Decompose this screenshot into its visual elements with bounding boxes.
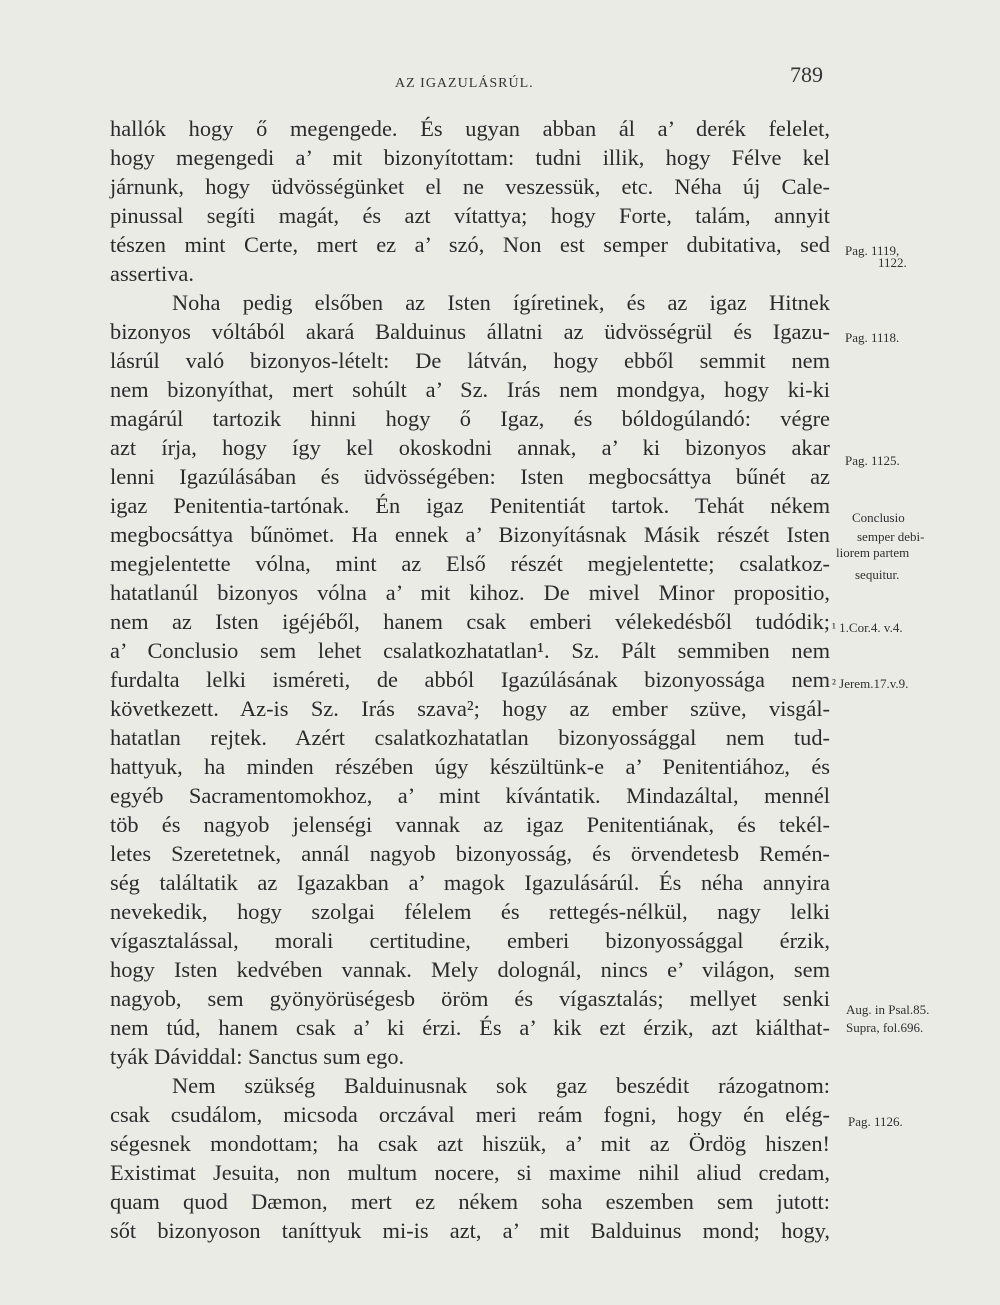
text-line: Existimat Jesuita, non multum nocere, si maxime nihil aliud credam,: [110, 1160, 830, 1185]
margin-note: ² Jerem.17.v.9.: [832, 676, 909, 691]
margin-note: Aug. in Psal.85.: [846, 1002, 930, 1017]
text-line: furdalta lelki isméreti, de abból Igazúlásának bizonyossága nem: [110, 667, 830, 692]
text-line: megjelentette vólna, mint az Első részét megjelentette; csalatkoz-: [110, 551, 830, 576]
text-line: sőt bizonyoson taníttyuk mi-is azt, a’ mit Balduinus mond; hogy,: [110, 1218, 830, 1243]
text-line: nagyob, sem gyönyörüségesb öröm és vígasztalás; mellyet senki: [110, 986, 830, 1011]
body-text: [110, 114, 830, 1245]
text-line: pinussal segíti magát, és azt vítattya; hogy Forte, talám, annyit: [110, 203, 830, 228]
text-line: lenni Igazúlásában és üdvösségében: Isten megbocsáttya bűnét az: [110, 464, 830, 489]
margin-note: 1122.: [878, 255, 907, 270]
text-line: nem bizonyíthat, mert sohúlt a’ Sz. Irás nem mondgya, hogy ki-ki: [110, 377, 830, 402]
text-line: azt írja, hogy így kel okoskodni annak, a’ ki bizonyos akar: [110, 435, 830, 460]
text-line: lásrúl való bizonyos-lételt: De látván, hogy ebből semmit nem: [110, 348, 830, 373]
text-line: következett. Az-is Sz. Irás szava²; hogy az ember szüve, visgál-: [110, 696, 830, 721]
margin-note: liorem partem: [836, 545, 910, 560]
text-line: hatatlan rejtek. Azért csalatkozhatatlan bizonyossággal nem tud-: [110, 725, 830, 750]
text-line: hallók hogy ő megengede. És ugyan abban ál a’ derék felelet,: [110, 116, 830, 141]
text-line: tészen mint Certe, mert ez a’ szó, Non est semper dubitativa, sed: [110, 232, 830, 257]
text-line: nem az Isten igéjéből, hanem csak emberi vélekedésből tudódik;: [110, 609, 830, 634]
margin-note: Pag. 1125.: [845, 453, 900, 468]
text-line: igaz Penitentia-tartónak. Én igaz Penitentiát tartok. Tehát nékem: [110, 493, 830, 518]
text-line: hattyuk, ha minden részében úgy készültünk-e a’ Penitentiához, és: [110, 754, 830, 779]
text-line: assertiva.: [110, 261, 194, 286]
text-line: Nem szükség Balduinusnak sok gaz beszédit rázogatnom:: [172, 1073, 830, 1098]
text-line: letes Szeretetnek, annál nagyob bizonyosság, és örvendetesb Remén-: [110, 841, 830, 866]
text-line: bizonyos vóltából akará Balduinus állatni az üdvösségrül és Igazu-: [110, 319, 830, 344]
text-line: Noha pedig elsőben az Isten ígíretinek, és az igaz Hitnek: [172, 290, 830, 315]
margin-note: Supra, fol.696.: [846, 1020, 924, 1035]
margin-note: Pag. 1119,: [845, 243, 900, 258]
text-line: ségesnek mondottam; ha csak azt hiszük, a’ mit az Ördög hiszen!: [110, 1131, 830, 1156]
text-line: járnunk, hogy üdvösségünket el ne veszessük, etc. Néha új Cale-: [110, 174, 830, 199]
text-line: magárúl tartozik hinni hogy ő Igaz, és bóldogúlandó: végre: [110, 406, 830, 431]
text-line: tyák Dáviddal: Sanctus sum ego.: [110, 1044, 405, 1069]
running-header: AZ IGAZULÁSRÚL.: [395, 76, 534, 91]
margin-note: Pag. 1118.: [845, 330, 900, 345]
text-line: hogy megengedi a’ mit bizonyítottam: tudni illik, hogy Félve kel: [110, 145, 830, 170]
margin-note: sequitur.: [855, 567, 900, 582]
text-line: ség találtatik az Igazakban a’ magok Igazulásárúl. És néha annyira: [110, 870, 830, 895]
text-line: vígasztalással, morali certitudine, emberi bizonyossággal érzik,: [110, 928, 830, 953]
text-line: egyéb Sacramentomokhoz, a’ mint kívántatik. Mindazáltal, mennél: [110, 783, 830, 808]
text-line: csak csudálom, micsoda orczával meri reám fogni, hogy én elég-: [110, 1102, 830, 1127]
margin-note: ¹ 1.Cor.4. v.4.: [832, 620, 903, 635]
text-line: nem túd, hanem csak a’ ki érzi. És a’ kik ezt érzik, azt kiálthat-: [110, 1015, 830, 1040]
text-line: hogy Isten kedvében vannak. Mely dolognál, nincs e’ világon, sem: [110, 957, 830, 982]
margin-note: semper debi-: [857, 529, 925, 544]
margin-note: Conclusio: [852, 510, 905, 525]
text-line: quam quod Dæmon, mert ez nékem soha eszemben sem jutott:: [110, 1189, 830, 1214]
text-line: a’ Conclusio sem lehet csalatkozhatatlan¹. Sz. Pált semmiben nem: [110, 638, 830, 663]
text-line: nevekedik, hogy szolgai félelem és rettegés-nélkül, nagy lelki: [110, 899, 830, 924]
text-line: töb és nagyob jelenségi vannak az igaz Penitentiának, és tekél-: [110, 812, 830, 837]
page-number: 789: [790, 62, 823, 87]
margin-note: Pag. 1126.: [848, 1114, 903, 1129]
text-line: megbocsáttya bűnömet. Ha ennek a’ Bizonyításnak Másik részét Isten: [110, 522, 830, 547]
text-line: hatatlanúl bizonyos vólna a’ mit kihoz. De mivel Minor propositio,: [110, 580, 830, 605]
